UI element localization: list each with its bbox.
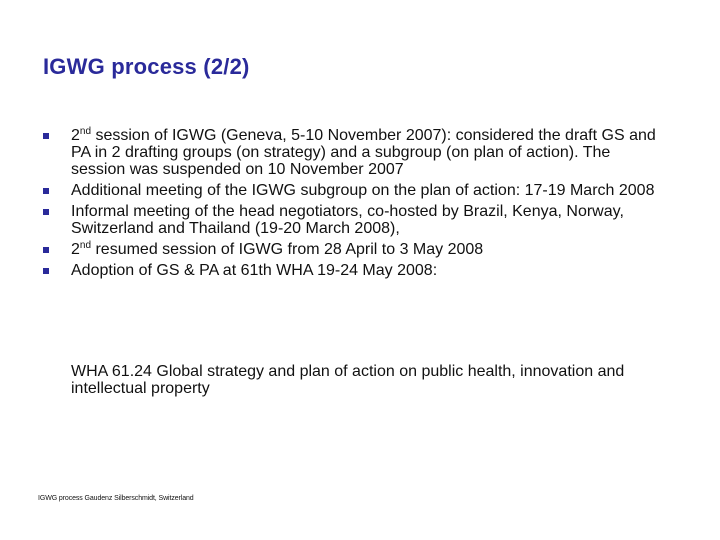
- bullet-list: [43, 127, 663, 283]
- bullet-text: resumed session of IGWG from 28 April to 3 May 2008: [91, 241, 484, 258]
- slide-title: IGWG process (2/2): [43, 54, 250, 79]
- resolution-note: WHA 61.24 Global strategy and plan of action on public health, innovation and intellectual property: [71, 363, 625, 397]
- square-bullet-icon: [43, 209, 49, 215]
- bullet-text: Informal meeting of the head negotiators, co-hosted by Brazil, Kenya, Norway, Switzerland and Thailand (19-20 March 2008),: [71, 203, 624, 237]
- bullet-item: [43, 127, 663, 178]
- square-bullet-icon: [43, 268, 49, 274]
- ordinal-suffix: nd: [79, 126, 92, 137]
- ordinal-suffix: nd: [79, 240, 92, 251]
- footer-text: IGWG process Gaudenz Silberschmidt, Switzerland: [38, 495, 194, 502]
- bullet-text: session of IGWG (Geneva, 5-10 November 2007): considered the draft GS and PA in 2 drafting groups (on strategy) and a subgroup (on plan of action). The session was suspended on 10 November 2007: [71, 127, 656, 178]
- square-bullet-icon: [43, 247, 49, 253]
- bullet-item: [43, 241, 663, 258]
- square-bullet-icon: [43, 133, 49, 139]
- bullet-item: [43, 203, 663, 237]
- bullet-item: [43, 182, 663, 199]
- bullet-text: Adoption of GS & PA at 61th WHA 19-24 May 2008:: [71, 262, 438, 279]
- bullet-text: Additional meeting of the IGWG subgroup on the plan of action: 17-19 March 2008: [71, 182, 655, 199]
- square-bullet-icon: [43, 188, 49, 194]
- bullet-item: [43, 262, 663, 279]
- bullet-number: 2: [71, 127, 80, 144]
- bullet-number: 2: [71, 241, 80, 258]
